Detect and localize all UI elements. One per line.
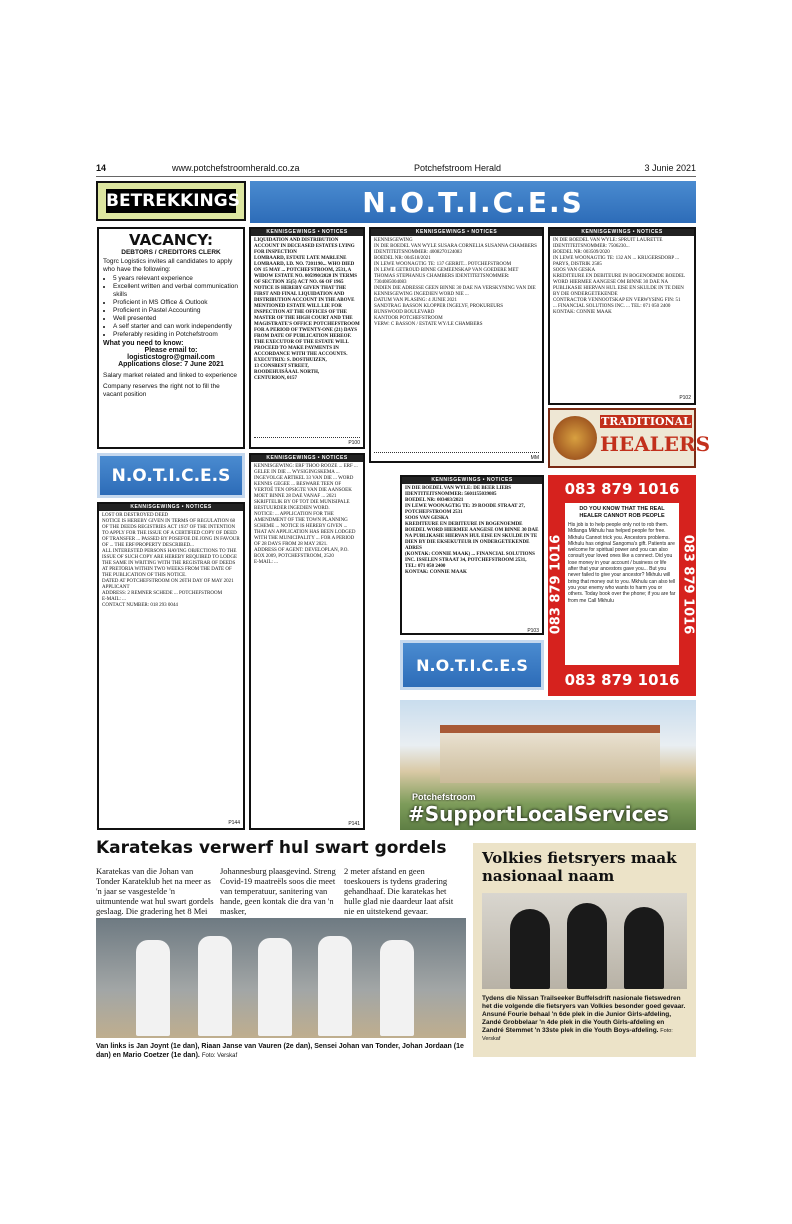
notice-spruit: [548, 227, 696, 405]
notice-liquidation: [249, 227, 365, 449]
notice-ref: P141: [348, 821, 360, 827]
healer-phone-left: 083 879 1016: [548, 534, 564, 635]
notice-ref: P144: [228, 820, 240, 826]
healer-phone-bottom[interactable]: 083 879 1016: [548, 671, 696, 689]
betrekkings-banner: [96, 181, 246, 221]
requirement-item: • 5 years relevant experience: [113, 275, 239, 283]
healer-body: His job is to help people only not to rob them. Mdlanga Mkhulu has helped people for free. Mkhulu Cannot trick you. Ancestors problems. Mkhulu has original Sangoma's gift. Patients are welcome for spiritual power and you can also consult your loved ones like a connect. Did you lose money in your account / business or life after that your ancestors gave you... But you never failed to give your ancestor? Mkhulu will bring that money out to you. Mkhulu can also tell you your enemy who wants to harm you or others. Today book over the phone; if you are far from me Call Mkhulu: [568, 522, 676, 604]
notice-town-planning: [249, 453, 365, 830]
site-url[interactable]: www.potchefstroomherald.co.za: [172, 163, 300, 173]
divider: [254, 437, 360, 438]
healer-content: [565, 503, 679, 665]
cyclist-figure: [624, 907, 664, 989]
requirement-item: • A self starter and can work independently: [113, 323, 239, 331]
building-image: [440, 725, 660, 783]
kennisgewings-label: KENNISGEWINGS • NOTICES: [402, 477, 542, 484]
notices-banner-title: N.O.T.I.C.E.S: [111, 465, 231, 486]
vacancy-subtitle: DEBTORS / CREDITORS CLERK: [121, 249, 221, 256]
vacancy-reserve: Company reserves the right not to fill the vacant position: [103, 383, 220, 398]
notice-text: IN DIE BOEDEL VAN WYLE: SPRUIT LAURETTE IDENTITEITSNOMMER: 7506230... BOEDEL NR: 003509/2020 IN LEWE WOONAGTIG TE: 132 AN ... KRUGERSDORP ... PARYS, DISTRIK 2585 SOOS VAN GESKA KREDITEURE EN DEBITEURE IN BOGENOEMDE BOEDEL WORD HIERMEE AANGESE OM BINNE 30 DAE NA PUBLIKASIE HIERVAN HUL EISE EN SKULDE IN TE DIEN BY DIE ONDERGETEKENDE CONTRACTOR VENNOOTSKAP EN VERWYSING FIN: 51 ... FINANCIAL SOLUTIONS INC. ... TEL: 071 050 2400 KONTAK: CONNIE MAAK: [553, 238, 685, 315]
notices-banner-title: N.O.T.I.C.E.S: [362, 185, 584, 219]
page-number: 14: [96, 163, 107, 173]
notice-text: KENNISGEWING: ERF THOO ROOZE ... ERF ... GELEE IN DIE ... WYSIGINGSKEMA ... INGEVOLGE ARTIKEL 33 VAN DIE ... WORD KENNIS GEGEE ... BESWARE TEEN OF VERTOË TEN OPSIGTE VAN DIE AANSOEK MOET BINNE 28 DAE VANAF ... 2021 SKRIFTELIK BY OF TOT DIE MUNISIPALE BESTUURDER INGEDIEN WORD. NOTICE: ... APPLICATION FOR THE AMENDMENT OF THE TOWN PLANNING SCHEME ... NOTICE IS HEREBY GIVEN ... THAT AN APPLICATION HAS BEEN LODGED WITH THE MUNICIPALITY ... FOR A PERIOD OF 28 DAYS FROM 28 MAY 2021. ADDRESS OF AGENT: DEVELOPLAN, P.O. BOX 2009, POTCHEFSTROOM, 2520 E-MAIL: ...: [254, 464, 358, 565]
karate-photo: [96, 918, 466, 1038]
healer-headline: DO YOU KNOW THAT THE REAL HEALER CANNOT ROB PEOPLE: [579, 506, 665, 519]
divider: [374, 452, 539, 453]
karate-column-2: Johannesburg plaasgevind. Streng Covid-19 maatreëls soos die meet van temperatuur, sanitering van hande, geen kontak die dra van 'n masker,: [220, 866, 336, 916]
karate-caption: [96, 1042, 466, 1066]
vacancy-intro: Togrc Logistics invites all candidates to apply who have the following:: [103, 258, 233, 273]
vacancy-know: What you need to know:: [103, 340, 184, 347]
healer-ad: [548, 475, 696, 696]
notices-banner-mid: [400, 640, 544, 690]
betrekkings-title: BETREKKINGS: [106, 191, 240, 211]
notice-text: LIQUIDATION AND DISTRIBUTION ACCOUNT IN DECEASED ESTATES LYING FOR INSPECTION LOMBAARD, ESTATE LATE MARLENE LOMBAARD, I.D. NO. 7201190... WHO DIED ON 15 MAY ... POTCHEFSTROOM, 2531, A WIDOW ESTATE NO. 005990/2020 IN TERMS OF SECTION 35(5) ACT NO. 66 OF 1965 NOTICE IS HEREBY GIVEN THAT THE FIRST AND FINAL LIQUIDATION AND DISTRIBUTION ACCOUNT IN THE ABOVE MENTIONED ESTATE WILL LIE FOR INSPECTION AT THE OFFICES OF THE MASTER OF THE HIGH COURT AND THE MAGISTRATE'S OFFICE POTCHEFSTROOM FOR A PERIOD OF TWENTY-ONE (21) DAYS FROM DATE OF PUBLICATION HEREOF. THE EXECUTOR OF THE ESTATE WILL PROCEED TO MAKE PAYMENTS IN ACCORDANCE WITH THE ACCOUNTS. EXECUTRIX: S. DOSTHUIZEN, 13 CONSBEST STREET, ROODEHUISÂAAL NORTH, CENTURION, 0157: [254, 238, 360, 381]
karateka-figure: [258, 938, 292, 1036]
cyclist-figure: [510, 909, 550, 989]
notices-banner-top: [250, 181, 696, 223]
kennisgewings-label: KENNISGEWINGS • NOTICES: [99, 504, 243, 511]
vacancy-email[interactable]: logisticstogro@gmail.com: [127, 354, 215, 361]
karate-caption-text: Van links is Jan Joynt (1e dan), Riaan Janse van Vauren (2e dan), Sensei Johan van Tonder, Johan Jordaan (1e dan) en Mario Coetzer (1e dan).: [96, 1043, 464, 1059]
notice-de-beer: [400, 475, 544, 635]
vacancy-salary: Salary market related and linked to experience: [103, 372, 238, 379]
support-local-ad: [400, 700, 696, 830]
support-hashtag: #SupportLocalServices: [408, 802, 669, 826]
kennisgewings-label: KENNISGEWINGS • NOTICES: [251, 455, 363, 462]
notice-text: LOST OR DESTROYED DEED NOTICE IS HEREBY GIVEN IN TERMS OF REGULATION 68 OF THE DEEDS REGISTRIES ACT 1937 OF THE INTENTION TO APPLY FOR THE ISSUE OF A CERTIFIED COPY OF DEED OF TRANSFER ... PASSED BY POSEFOE DE JONG IN FAVOUR OF ... THE ERF/PROPERTY DESCRIBED... ALL INTERESTED PERSONS HAVING OBJECTIONS TO THE ISSUE OF SUCH COPY ARE HEREBY REQUIRED TO LODGE THE SAME IN WRITING WITH THE REGISTRAR OF DEEDS AT PRETORIA WITHIN TWO WEEKS FROM THE DATE OF THE PUBLICATION OF THIS NOTICE. DATED AT POTCHEFSTROOM ON 26TH DAY OF MAY 2021 APPLICANT ADDRESS: 2 REMNER SCHEDE ... POTCHEFSTROOM E-MAIL: ... CONTACT NUMBER: 018 293 0044: [102, 513, 240, 608]
requirement-item: • Excellent written and verbal communication skills: [113, 283, 239, 299]
kennisgewings-label: KENNISGEWINGS • NOTICES: [251, 229, 363, 236]
requirement-item: • Well presented: [113, 315, 239, 323]
notice-text: IN DIE BOEDEL VAN WYLE: DE BEER LIEBS IDENTITEITSNOMMER: 5601155039085 BOEDEL NR: 003483/2021 IN LEWE WOONAGTIG TE: 39 ROODE STRAAT 27, POTCHEFSTROOM 2531 SOOS VAN GESKA KREDITEURE EN DEBITEURE IN BOGENOEMDE BOEDEL WORD HIERMEE AANGESE OM BINNE 30 DAE NA PUBLIKASIE HIERVAN HUL EISE EN SKULDE IN TE DIEN BY DIE EKSEKUTEUR IN ONDERGETEKENDE ADRES (KONTAK: CONNIE MAAK) ... FINANCIAL SOLUTIONS INC. ISSELEN STRAAT 34, POTCHEFSTROOM 2531, TEL: 071 050 2400 KONTAK: CONNIE MAAK: [405, 486, 539, 575]
requirement-item: • Proficient in Pastel Accounting: [113, 307, 239, 315]
notice-chambers: [369, 227, 544, 463]
karate-photo-credit: Foto: Verskaf: [201, 1053, 238, 1059]
notice-ref: P100: [348, 440, 360, 446]
vacancy-requirements: [113, 275, 239, 339]
volkies-caption: [482, 995, 687, 1043]
paper-name: Potchefstroom Herald: [414, 163, 502, 173]
vacancy-closing: Applications close: 7 June 2021: [118, 361, 224, 368]
issue-date: 3 Junie 2021: [644, 163, 696, 173]
notices-banner-small: [97, 453, 245, 498]
requirement-item: • Preferably residing in Potchefstroom: [113, 331, 239, 339]
healers-label: HEALERS: [600, 432, 711, 456]
volkies-article: [473, 843, 696, 1057]
kennisgewings-label: KENNISGEWINGS • NOTICES: [550, 229, 694, 236]
kennisgewings-label: KENNISGEWINGS • NOTICES: [371, 229, 542, 236]
karateka-figure: [380, 940, 414, 1036]
town-label: Potchefstroom: [412, 792, 476, 802]
notice-ref: P103: [527, 628, 539, 634]
notice-lost-deed: [97, 502, 245, 830]
volkies-photo: [482, 893, 687, 989]
volkies-headline: Volkies fietsryers maak nasionaal naam: [482, 849, 677, 885]
notice-ref: P102: [679, 395, 691, 401]
healer-phone-right: 083 879 1016: [680, 534, 696, 635]
karateka-figure: [198, 936, 232, 1036]
cyclist-figure: [567, 903, 607, 989]
healer-phone-top[interactable]: 083 879 1016: [548, 480, 696, 498]
karate-column-1: Karatekas van die Johan van Tonder Karateklub het na meer as 'n jaar se vasgestelde 'n uitmuntende wat hul swart gordels geslaag. Die gradering het 8 Mei: [96, 866, 214, 916]
notice-text: KENNISGEWING IN DIE BOEDEL VAN WYLE SUSARA CORNELIA SUSANNA CHAMBERS IDENTITEITSNOMMER: 4008270124083 BOEDEL NR: 004518/2021 IN LEWE WOONAGTIG TE: 137 GERRIT... POTCHEFSTROOM IN LEWE GETROUD BINNE GEMEENSKAP VAN GOEDERE MET THOMAS STEPHANUS CHAMBERS IDENTITEITSNOMMER: 7304085004083 INDIEN DIE ADRESSE GEEN BINNE 30 DAE NA VERSKYNING VAN DIE KENNISGEWING INGEDIEN WORD NIE ... DATUM VAN PLASING: 4 JUNIE 2021 SANDTRAG BASSON KLOPPER INGELYF, PROKUREURS BUNSWOOD BOULEVARD KANTOOR POTCHEFSTROOM VERW: C BASSON / ESTATE WY/LE CHAMBERS: [374, 238, 537, 327]
page-header: [96, 163, 696, 177]
traditional-healers-banner: [548, 408, 711, 468]
notices-banner-title: N.O.T.I.C.E.S: [416, 655, 528, 675]
karateka-figure: [318, 936, 352, 1036]
karateka-figure: [136, 940, 170, 1036]
vacancy-ad: [97, 227, 245, 449]
vacancy-email-label: Please email to:: [144, 347, 198, 354]
volkies-photo-credit: Foto: Verskaf: [482, 1028, 673, 1042]
requirement-item: • Proficient in MS Office & Outlook: [113, 299, 239, 307]
vacancy-title: VACANCY:: [129, 231, 213, 249]
karate-headline: Karatekas verwerf hul swart gordels: [96, 838, 447, 858]
traditional-label: TRADITIONAL: [601, 415, 691, 428]
beads-icon: [553, 416, 597, 460]
volkies-caption-text: Tydens die Nissan Trailseeker Buffelsdrift nasionale fietswedren het die volgende die fietsryers van Volkies besonder goed gevaar. Ansuné Fourie behaal 'n 6de plek in die Junior Girls-afdeling, Zandé Grobbelaar 'n 4de plek in die Youth Girls-afdeling en Zandré Stemmet 'n 33ste plek in die Youth Boys-afdeling.: [482, 995, 686, 1034]
karate-column-3: 2 meter afstand en geen toeskouers is tydens gradering gehandhaaf. Die karatekas het hulle glad nie daardeur laat afsit nie en uitstekend gevaar.: [344, 866, 454, 916]
notice-ref: MM: [530, 455, 539, 461]
